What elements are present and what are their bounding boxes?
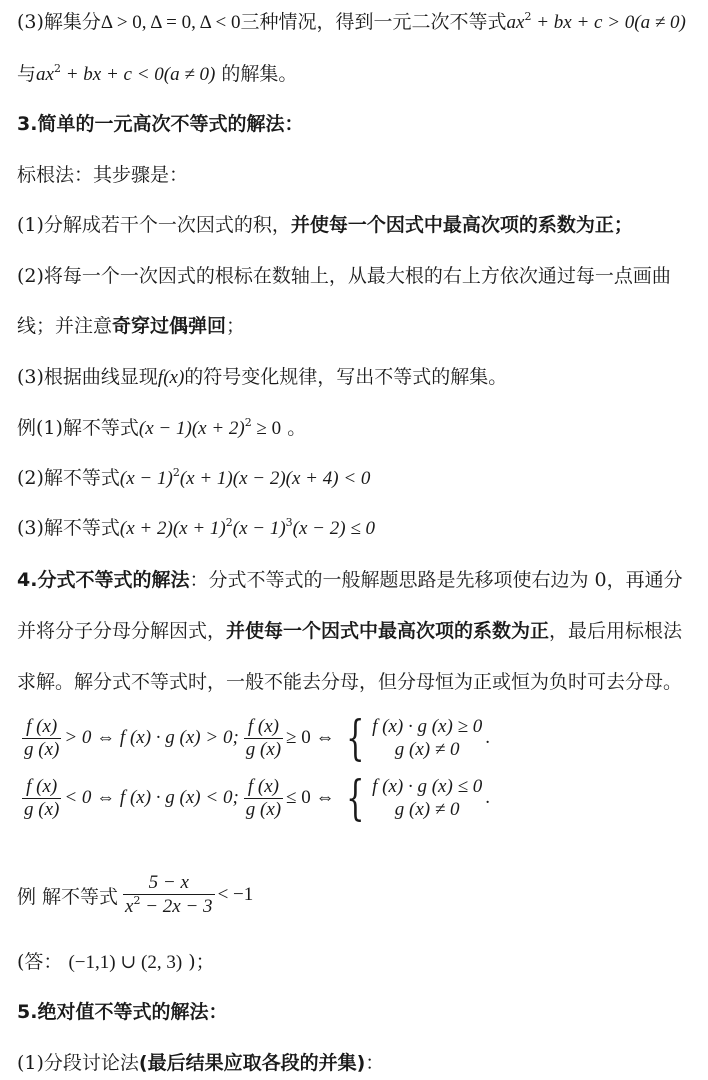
text: ； xyxy=(226,315,246,337)
heading-text: 4.分式不等式的解法 xyxy=(17,569,190,591)
math: x xyxy=(125,896,134,917)
section-heading-5: 5.绝对值不等式的解法： xyxy=(17,1001,228,1023)
system xyxy=(338,710,483,766)
text: (3)根据曲线显现 xyxy=(17,366,158,388)
math: + bx + c < 0(a ≠ 0) xyxy=(60,64,216,85)
text: (1)分段讨论法 xyxy=(17,1052,139,1074)
math: + bx + c > 0(a ≠ 0) xyxy=(531,12,686,33)
superscript: 2 xyxy=(244,416,252,429)
math: < −1 xyxy=(217,884,254,905)
math: ax xyxy=(506,12,525,33)
superscript: 2 xyxy=(53,62,61,75)
math: (x − 1) xyxy=(119,468,173,489)
superscript: 2 xyxy=(172,466,180,479)
denominator: g (x) xyxy=(245,798,282,820)
condition: f (x) · g (x) ≤ 0 xyxy=(372,776,483,797)
left-brace-icon: { xyxy=(345,710,364,766)
numerator: f (x) xyxy=(247,715,280,737)
piecewise-method xyxy=(17,1051,384,1075)
condition: g (x) ≠ 0 xyxy=(394,799,460,820)
text: (3)解集分 xyxy=(17,11,101,33)
text: ：分式不等式的一般解题思路是先移项使右边为 0，再通分 xyxy=(189,569,683,591)
condition: g (x) ≠ 0 xyxy=(394,739,460,760)
text: 例 解不等式 xyxy=(17,885,119,908)
example-1 xyxy=(17,416,306,441)
step-3 xyxy=(17,365,507,390)
math: (x − 1)(x + 2) xyxy=(138,418,245,439)
text: 的解集。 xyxy=(221,63,298,85)
text: (1)分解成若干个一次因式的积， xyxy=(17,214,291,236)
emphasis-text: (最后结果应取各段的并集) xyxy=(138,1052,366,1074)
numerator: f (x) xyxy=(247,775,280,797)
math: ≥ 0 xyxy=(251,418,282,439)
fraction-method-line-3: 求解。解分式不等式时，一般不能去分母，但分母恒为正或恒为负时可去分母。 xyxy=(17,671,683,693)
section-heading-4 xyxy=(17,568,683,592)
example-2 xyxy=(17,466,370,491)
system xyxy=(338,770,483,826)
math: (x − 1) xyxy=(232,518,286,539)
text: 。 xyxy=(287,417,307,439)
text: (答： xyxy=(17,951,63,973)
text: (2)解不等式 xyxy=(17,467,120,489)
math: < 0 ⇔ f (x) · g (x) < 0; xyxy=(64,787,239,808)
text: 并将分子分母分解因式， xyxy=(17,620,227,642)
fraction-method-line-2 xyxy=(17,619,682,643)
text: )； xyxy=(188,951,215,973)
fraction xyxy=(244,776,283,821)
text: (3)解不等式 xyxy=(17,517,120,539)
math: f(x) xyxy=(157,367,185,388)
text: 的符号变化规律，写出不等式的解集。 xyxy=(184,366,508,388)
section-heading-3: 3.简单的一元高次不等式的解法： xyxy=(17,113,304,135)
math: ≥ 0 ⇔ xyxy=(286,727,335,748)
condition: f (x) · g (x) ≥ 0 xyxy=(372,716,483,737)
denominator: g (x) xyxy=(24,798,60,820)
line-quadratic-cases xyxy=(17,10,686,35)
math: ax xyxy=(36,64,54,85)
text: 线；并注意 xyxy=(17,315,113,337)
text: ，最后用标根法 xyxy=(549,620,683,642)
denominator: g (x) xyxy=(245,738,282,760)
fraction xyxy=(22,716,61,761)
denominator: g (x) xyxy=(24,738,60,760)
fraction xyxy=(123,872,215,918)
math: (x − 2) ≤ 0 xyxy=(292,518,376,539)
fraction xyxy=(22,776,61,821)
text: 例(1)解不等式 xyxy=(17,417,139,439)
emphasis-text: 并使每一个因式中最高次项的系数为正 xyxy=(226,620,550,642)
math: (x + 2)(x + 1) xyxy=(119,518,226,539)
math: − 2x − 3 xyxy=(140,896,213,917)
step-2-cont xyxy=(17,314,245,338)
equivalence-formula-2 xyxy=(20,770,493,826)
text: 三种情况，得到一元二次不等式 xyxy=(240,11,507,33)
denominator xyxy=(123,894,215,918)
superscript: 2 xyxy=(524,10,532,23)
example-3 xyxy=(17,516,375,541)
math: Δ > 0, Δ = 0, Δ < 0 xyxy=(100,12,241,33)
answer xyxy=(17,950,215,975)
numerator: f (x) xyxy=(26,775,58,797)
text: ： xyxy=(365,1052,385,1074)
math: ≤ 0 ⇔ xyxy=(286,787,335,808)
example-fraction xyxy=(17,872,256,918)
line-root-marking: 标根法：其步骤是： xyxy=(17,164,189,186)
period: . xyxy=(485,727,490,748)
numerator: 5 − x xyxy=(148,872,189,893)
math: (x + 1)(x − 2)(x + 4) < 0 xyxy=(179,468,371,489)
math: > 0 ⇔ f (x) · g (x) > 0; xyxy=(64,727,239,748)
emphasis-text: 奇穿过偶弹回 xyxy=(112,315,227,337)
superscript: 3 xyxy=(285,516,293,529)
left-brace-icon: { xyxy=(345,770,364,826)
math: (−1,1) ∪ (2, 3) xyxy=(68,952,183,973)
numerator: f (x) xyxy=(26,715,58,737)
superscript: 2 xyxy=(133,894,141,907)
period: . xyxy=(485,787,490,808)
fraction xyxy=(244,716,283,761)
step-2: (2)将每一个一次因式的根标在数轴上，从最大根的右上方依次通过每一点画曲 xyxy=(17,265,671,287)
equivalence-formula-1 xyxy=(20,710,493,766)
text: 与 xyxy=(17,63,37,85)
emphasis-text: 并使每一个因式中最高次项的系数为正； xyxy=(290,214,633,236)
superscript: 2 xyxy=(225,516,233,529)
step-1 xyxy=(17,213,633,237)
line-solution-set xyxy=(17,62,297,87)
